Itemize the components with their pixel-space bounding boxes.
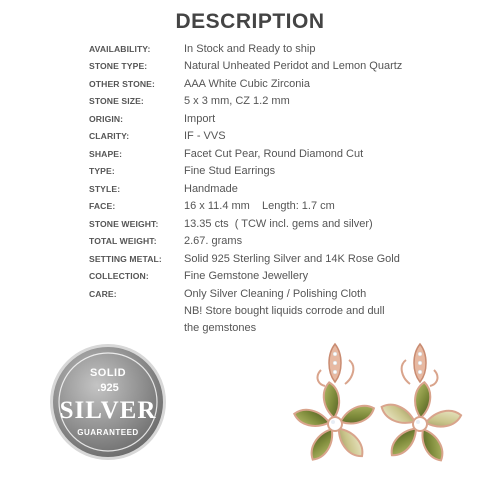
spec-value: AAA White Cubic Zirconia — [184, 77, 310, 90]
spec-row-clarity — [89, 128, 402, 146]
description-heading: DESCRIPTION — [175, 10, 325, 33]
spec-label: FACE: — [89, 201, 116, 212]
spec-value: IF - VVS — [184, 130, 226, 143]
spec-label: SHAPE: — [89, 148, 123, 159]
spec-label: CLARITY: — [89, 131, 130, 142]
spec-value: Handmade — [184, 182, 238, 195]
spec-label: OTHER STONE: — [89, 78, 155, 89]
spec-row-stone-size — [89, 93, 402, 111]
spec-value: Natural Unheated Peridot and Lemon Quartz — [184, 60, 403, 73]
solid-silver-seal — [48, 342, 168, 462]
earrings-product-image — [290, 332, 470, 492]
seal-line-solid: SOLID — [89, 367, 127, 379]
spec-label: TOTAL WEIGHT: — [89, 236, 157, 247]
spec-value: Fine Gemstone Jewellery — [184, 270, 309, 283]
spec-row-style — [89, 180, 402, 198]
spec-row-stone-weight — [89, 215, 402, 233]
spec-label: STONE SIZE: — [89, 96, 144, 107]
spec-list — [89, 40, 402, 338]
spec-row-type — [89, 163, 402, 181]
spec-label: SETTING METAL: — [89, 253, 162, 264]
spec-row-total-weight — [89, 233, 402, 251]
spec-row-origin — [89, 110, 402, 128]
spec-row-setting-metal — [89, 250, 402, 268]
spec-label: ORIGIN: — [89, 113, 124, 124]
seal-line-guaranteed: GUARANTEED — [77, 428, 139, 437]
spec-row-stone-type — [89, 58, 402, 76]
spec-value: 2.67. grams — [184, 235, 243, 248]
spec-label: AVAILABILITY: — [89, 43, 151, 54]
spec-value: In Stock and Ready to ship — [184, 42, 316, 55]
spec-row-face — [89, 198, 402, 216]
spec-row-care — [89, 285, 402, 303]
spec-label: STONE WEIGHT: — [89, 218, 159, 229]
spec-value: Import — [184, 112, 216, 125]
seal-line-silver: SILVER — [59, 397, 157, 424]
care-note-line-2: the gemstones — [184, 322, 257, 334]
flower-earrings-icon — [290, 332, 470, 492]
spec-value: Fine Stud Earrings — [184, 165, 276, 178]
spec-label: STYLE: — [89, 183, 121, 194]
spec-row-collection — [89, 268, 402, 286]
left-earring — [292, 344, 376, 464]
spec-row-availability — [89, 40, 402, 58]
spec-label: COLLECTION: — [89, 271, 149, 282]
spec-value: Solid 925 Sterling Silver and 14K Rose Gold — [184, 252, 400, 265]
spec-value: 16 x 11.4 mm Length: 1.7 cm — [184, 200, 335, 213]
right-earring — [379, 344, 463, 464]
spec-value: 5 x 3 mm, CZ 1.2 mm — [184, 95, 290, 108]
spec-row-other-stone — [89, 75, 402, 93]
spec-label: CARE: — [89, 288, 117, 299]
spec-value: Only Silver Cleaning / Polishing Cloth — [184, 287, 367, 300]
spec-row-shape — [89, 145, 402, 163]
spec-label: TYPE: — [89, 166, 115, 177]
seal-line-925: .925 — [97, 382, 119, 394]
care-note-line-1: NB! Store bought liquids corrode and dull — [184, 304, 385, 317]
spec-value: 13.35 cts ( TCW incl. gems and silver) — [184, 217, 373, 230]
spec-label: STONE TYPE: — [89, 61, 148, 72]
spec-value: Facet Cut Pear, Round Diamond Cut — [184, 147, 364, 160]
